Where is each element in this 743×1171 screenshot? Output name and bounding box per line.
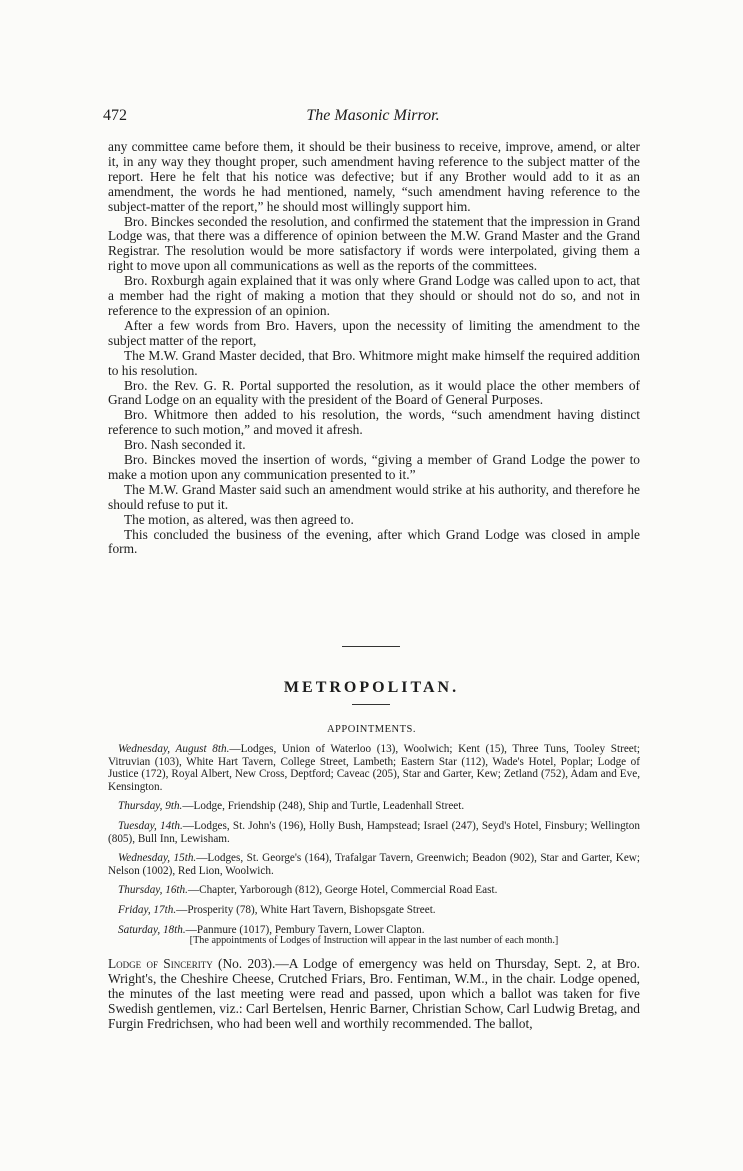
appointment-day: Thursday, 9th. <box>118 800 183 813</box>
paragraph: Bro. Whitmore then added to his resolution, the words, “such amendment having distinct reference to such motion,” and moved it afresh. <box>108 407 640 438</box>
paragraph: Bro. Binckes seconded the resolution, and confirmed the statement that the impression in Grand Lodge was, that there was a difference of opinion between the M.W. Grand Master and the Grand Registrar. The resolution would be more satisfactory if words were interpolated, giving them a right to move upon all communications as well as the reports of the committees. <box>108 213 640 274</box>
appointment-day: Thursday, 16th. <box>118 884 188 897</box>
running-title: The Masonic Mirror. <box>306 107 440 124</box>
appointment-item <box>108 743 640 793</box>
paragraph: The M.W. Grand Master said such an amendment would strike at his authority, and therefore he should refuse to put it. <box>108 481 640 512</box>
instruction-note: [The appointments of Lodges of Instruction will appear in the last number of each month.] <box>189 935 559 946</box>
lodge-report <box>108 957 640 1032</box>
appointment-item <box>108 852 640 877</box>
appointment-text: —Lodge, Friendship (248), Ship and Turtle, Leadenhall Street. <box>182 800 465 813</box>
appointment-item <box>108 800 640 813</box>
paragraph: Bro. Nash seconded it. <box>124 437 246 453</box>
appointments-heading: APPOINTMENTS. <box>326 724 417 735</box>
paragraph: The M.W. Grand Master decided, that Bro. Whitmore might make himself the required addition to his resolution. <box>108 347 640 378</box>
section-title: METROPOLITAN. <box>283 679 460 696</box>
appointment-text: —Lodges, Union of Waterloo (13), Woolwich; Kent (15), Three Tuns, Tooley Street; Vitruvian (103), White Hart Tavern, College Street, Lambeth; Eastern Star (112), Wade's Hotel, Poplar; Lodge of Justice (172), Royal Albert, New Cross, Deptford; Caveac (205), Star and Garter, Kew; Zetland (752), Adam and Eve, Kensington. <box>108 743 640 793</box>
appointment-text: —Lodges, St. George's (164), Trafalgar Tavern, Greenwich; Beadon (902), Star and Garter, Kew; Nelson (1002), Red Lion, Woolwich. <box>108 852 640 877</box>
paragraph <box>108 957 640 1032</box>
lodge-name: Lodge of Sincerity <box>108 956 213 971</box>
page-header <box>103 107 643 129</box>
appointment-text: —Chapter, Yarborough (812), George Hotel, Commercial Road East. <box>187 884 498 897</box>
appointment-text: —Prosperity (78), White Hart Tavern, Bishopsgate Street. <box>176 903 436 916</box>
paragraph: The motion, as altered, was then agreed to. <box>124 511 354 527</box>
appointment-item <box>108 820 640 845</box>
appointment-text: —Panmure (1017), Pembury Tavern, Lower Clapton. <box>185 923 425 936</box>
section-divider <box>342 646 400 647</box>
paragraph: Bro. Roxburgh again explained that it was only where Grand Lodge was called upon to act, that a member had the right of making a motion that they should or should not do so, and not in reference to the expression of an opinion. <box>108 273 640 318</box>
page-number: 472 <box>103 107 127 124</box>
paragraph: This concluded the business of the evening, after which Grand Lodge was closed in ample form. <box>108 526 640 557</box>
paragraph: any committee came before them, it should be their business to receive, improve, amend, or alter it, in any way they thought proper, such amendment having reference to the subject matter of the report. Here he felt that his notice was defective; but if any Brother would add to it as an amendment, the words he had mentioned, namely, “such amendment having reference to the subject-matter of the report,” he should most willingly support him. <box>108 139 640 214</box>
appointment-text: —Lodges, St. John's (196), Holly Bush, Hampstead; Israel (247), Seyd's Hotel, Finsbury; Wellington (805), Bull Inn, Lewisham. <box>108 819 640 845</box>
report-continuation <box>108 140 640 557</box>
title-underline <box>352 704 390 705</box>
appointment-day: Wednesday, August 8th. <box>118 743 230 755</box>
appointment-item <box>108 904 640 917</box>
appointment-day: Wednesday, 15th. <box>118 852 197 865</box>
paragraph: After a few words from Bro. Havers, upon the necessity of limiting the amendment to the subject matter of the report, <box>108 317 640 348</box>
paragraph: Bro. the Rev. G. R. Portal supported the resolution, as it would place the other members of Grand Lodge on an equality with the president of the Board of General Purposes. <box>108 377 640 408</box>
appointments-list <box>108 743 640 943</box>
lodge-report-text: (No. 203).—A Lodge of emergency was held on Thursday, Sept. 2, at Bro. Wright's, the Cheshire Cheese, Crutched Friars, Bro. Fentiman, W.M., in the chair. Lodge opened, the minutes of the last meeting were read and passed, upon which a ballot was taken for five Swedish gentlemen, viz.: Carl Bertelsen, Henric Barner, Christian Schow, Carl Ludwig Bretag, and Furgin Fredrichsen, who had been well and worthily recommended. The ballot, <box>108 956 640 1031</box>
paragraph: Bro. Binckes moved the insertion of words, “giving a member of Grand Lodge the power to make a motion upon any communication presented to it.” <box>108 452 640 482</box>
appointment-day: Tuesday, 14th. <box>118 819 183 832</box>
appointment-item <box>108 884 640 897</box>
appointment-day: Saturday, 18th. <box>118 923 186 936</box>
appointment-day: Friday, 17th. <box>118 903 177 916</box>
